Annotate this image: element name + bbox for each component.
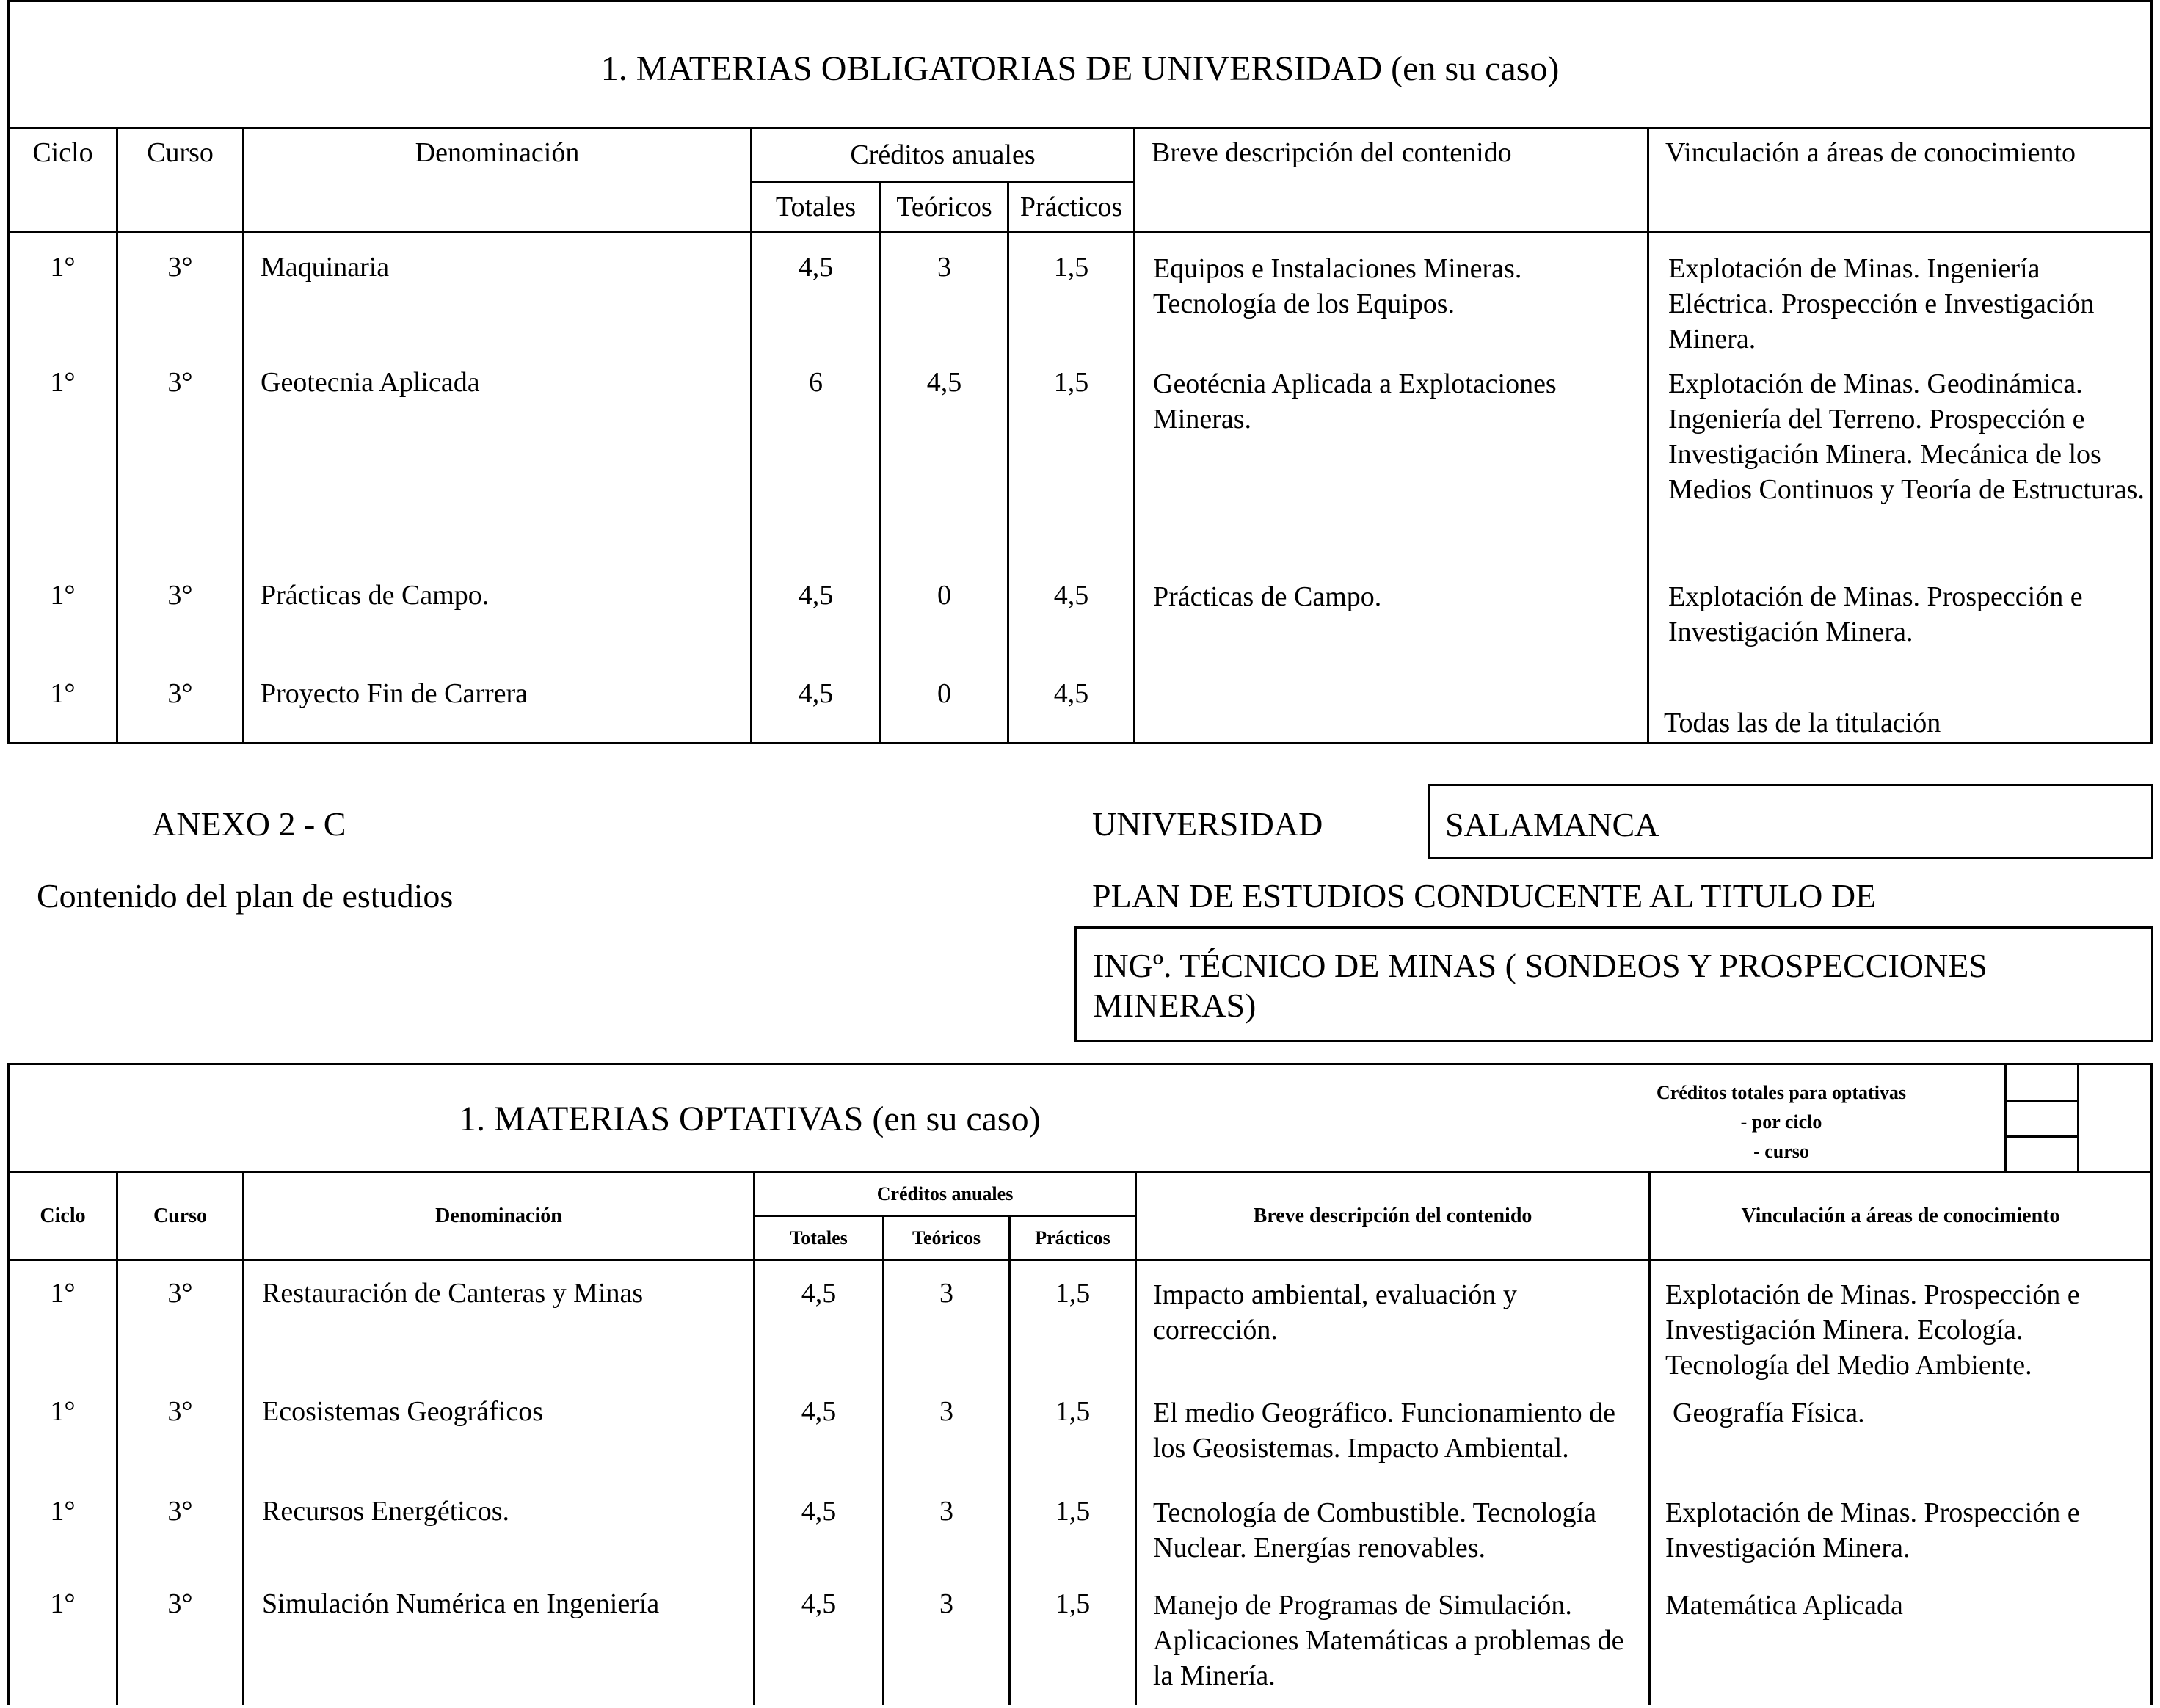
cell-vinculacion: Matemática Aplicada — [1650, 1588, 2152, 1705]
cell-denominacion: Recursos Energéticos. — [244, 1495, 754, 1588]
cell-denominacion: Prácticas de Campo. — [244, 579, 752, 677]
cell-curso: 3° — [117, 1495, 244, 1588]
divider — [2007, 1135, 2077, 1138]
cell-ciclo: 1° — [9, 1395, 117, 1495]
cell-teoricos: 0 — [881, 579, 1008, 677]
header-descripcion: Breve descripción del contenido — [1135, 128, 1648, 233]
universidad-value: SALAMANCA — [1445, 806, 1659, 843]
cell-teoricos: 0 — [881, 677, 1008, 744]
cell-vinculacion: Todas las de la titulación — [1648, 677, 2152, 744]
cell-vinculacion: Explotación de Minas. Prospección e Investigación Minera. — [1648, 579, 2152, 677]
cell-totales: 4,5 — [754, 1588, 884, 1705]
cell-denominacion: Maquinaria — [244, 233, 752, 366]
cell-ciclo: 1° — [9, 1495, 117, 1588]
cell-descripcion: Tecnología de Combustible. Tecnología Nuclear. Energías renovables. — [1136, 1495, 1650, 1588]
cell-curso: 3° — [117, 677, 244, 744]
plan-label: PLAN DE ESTUDIOS CONDUCENTE AL TITULO DE — [1092, 877, 1877, 915]
titulo-value: INGº. TÉCNICO DE MINAS ( SONDEOS Y PROSPECCIONES MINERAS) — [1093, 947, 1988, 1024]
table-title: 1. MATERIAS OBLIGATORIAS DE UNIVERSIDAD (en su caso) — [9, 1, 2152, 128]
header-totales: Totales — [752, 182, 881, 233]
table-title: 1. MATERIAS OPTATIVAS (en su caso) — [459, 1100, 1041, 1138]
table-row — [9, 579, 2152, 677]
cell-descripcion: Manejo de Programas de Simulación. Aplicaciones Matemáticas a problemas de la Minería. — [1136, 1588, 1650, 1705]
table-row — [9, 233, 2152, 366]
universidad-label: UNIVERSIDAD — [1092, 805, 1323, 843]
cell-practicos: 1,5 — [1010, 1260, 1136, 1395]
header-vinculacion: Vinculación a áreas de conocimiento — [1648, 128, 2152, 233]
cell-ciclo: 1° — [9, 677, 117, 744]
cell-denominacion: Ecosistemas Geográficos — [244, 1395, 754, 1495]
cell-totales: 6 — [752, 366, 881, 579]
cell-teoricos: 4,5 — [881, 366, 1008, 579]
cell-denominacion: Restauración de Canteras y Minas — [244, 1260, 754, 1395]
creditos-curso: - curso — [1753, 1141, 1809, 1162]
header-totales: Totales — [754, 1216, 884, 1260]
cell-practicos: 1,5 — [1008, 366, 1135, 579]
cell-practicos: 1,5 — [1010, 1588, 1136, 1705]
header-descripcion: Breve descripción del contenido — [1136, 1172, 1650, 1260]
contenido-label: Contenido del plan de estudios — [37, 877, 454, 915]
cell-totales: 4,5 — [752, 233, 881, 366]
optativas-table — [7, 1063, 2153, 1705]
obligatorias-table — [7, 0, 2153, 744]
cell-denominacion: Simulación Numérica en Ingeniería — [244, 1588, 754, 1705]
cell-descripcion: Equipos e Instalaciones Mineras. Tecnología de los Equipos. — [1135, 233, 1648, 366]
cell-practicos: 4,5 — [1008, 579, 1135, 677]
cell-teoricos: 3 — [881, 233, 1008, 366]
divider — [2007, 1100, 2077, 1102]
cell-teoricos: 3 — [884, 1495, 1010, 1588]
cell-descripcion — [1135, 677, 1648, 744]
cell-curso: 3° — [117, 579, 244, 677]
cell-ciclo: 1° — [9, 233, 117, 366]
cell-vinculacion: Explotación de Minas. Prospección e Investigación Minera. Ecología. Tecnología del Medio Ambiente. — [1650, 1260, 2152, 1395]
table-row — [9, 1588, 2152, 1705]
cell-vinculacion: Explotación de Minas. Geodinámica. Ingeniería del Terreno. Prospección e Investigación Minera. Mecánica de los Medios Continuos y Teoría de Estructuras. — [1648, 366, 2152, 579]
titulo-box — [1074, 926, 2153, 1042]
cell-teoricos: 3 — [884, 1395, 1010, 1495]
cell-ciclo: 1° — [9, 366, 117, 579]
header-teoricos: Teóricos — [881, 182, 1008, 233]
table-row — [9, 366, 2152, 579]
table-row — [9, 1395, 2152, 1495]
cell-curso: 3° — [117, 1260, 244, 1395]
cell-denominacion: Proyecto Fin de Carrera — [244, 677, 752, 744]
table-row — [9, 677, 2152, 744]
header-creditos: Créditos anuales — [754, 1172, 1136, 1216]
cell-curso: 3° — [117, 366, 244, 579]
cell-teoricos: 3 — [884, 1260, 1010, 1395]
creditos-optativas-title: Créditos totales para optativas — [1656, 1082, 1907, 1103]
header-teoricos: Teóricos — [884, 1216, 1010, 1260]
cell-denominacion: Geotecnia Aplicada — [244, 366, 752, 579]
annex-label: ANEXO 2 - C — [152, 805, 346, 843]
table-title-cell — [9, 1064, 2152, 1172]
cell-totales: 4,5 — [754, 1495, 884, 1588]
cell-vinculacion: Explotación de Minas. Prospección e Investigación Minera. — [1650, 1495, 2152, 1588]
header-creditos: Créditos anuales — [752, 128, 1135, 182]
cell-ciclo: 1° — [9, 579, 117, 677]
cell-descripcion: Geotécnia Aplicada a Explotaciones Mineras. — [1135, 366, 1648, 579]
cell-curso: 3° — [117, 1395, 244, 1495]
header-practicos: Prácticos — [1008, 182, 1135, 233]
cell-totales: 4,5 — [754, 1395, 884, 1495]
cell-totales: 4,5 — [752, 677, 881, 744]
cell-vinculacion: Explotación de Minas. Ingeniería Eléctrica. Prospección e Investigación Minera. — [1648, 233, 2152, 366]
cell-descripcion: Prácticas de Campo. — [1135, 579, 1648, 677]
header-vinculacion: Vinculación a áreas de conocimiento — [1650, 1172, 2152, 1260]
cell-teoricos: 3 — [884, 1588, 1010, 1705]
cell-descripcion: Impacto ambiental, evaluación y corrección. — [1136, 1260, 1650, 1395]
header-practicos: Prácticos — [1010, 1216, 1136, 1260]
cell-curso: 3° — [117, 233, 244, 366]
creditos-boxes — [2004, 1065, 2079, 1171]
universidad-box — [1428, 784, 2153, 859]
cell-vinculacion: Geografía Física. — [1650, 1395, 2152, 1495]
header-curso: Curso — [117, 128, 244, 233]
table-row — [9, 1495, 2152, 1588]
creditos-por-ciclo: - por ciclo — [1740, 1111, 1822, 1133]
cell-totales: 4,5 — [754, 1260, 884, 1395]
cell-practicos: 1,5 — [1008, 233, 1135, 366]
creditos-optativas-labels — [1590, 1078, 1972, 1166]
cell-practicos: 1,5 — [1010, 1395, 1136, 1495]
cell-practicos: 4,5 — [1008, 677, 1135, 744]
header-curso: Curso — [117, 1172, 244, 1260]
table-row — [9, 1260, 2152, 1395]
header-denominacion: Denominación — [244, 1172, 754, 1260]
header-ciclo: Ciclo — [9, 128, 117, 233]
cell-curso: 3° — [117, 1588, 244, 1705]
header-denominacion: Denominación — [244, 128, 752, 233]
cell-totales: 4,5 — [752, 579, 881, 677]
cell-ciclo: 1° — [9, 1260, 117, 1395]
cell-ciclo: 1° — [9, 1588, 117, 1705]
cell-descripcion: El medio Geográfico. Funcionamiento de los Geosistemas. Impacto Ambiental. — [1136, 1395, 1650, 1495]
cell-practicos: 1,5 — [1010, 1495, 1136, 1588]
header-ciclo: Ciclo — [9, 1172, 117, 1260]
